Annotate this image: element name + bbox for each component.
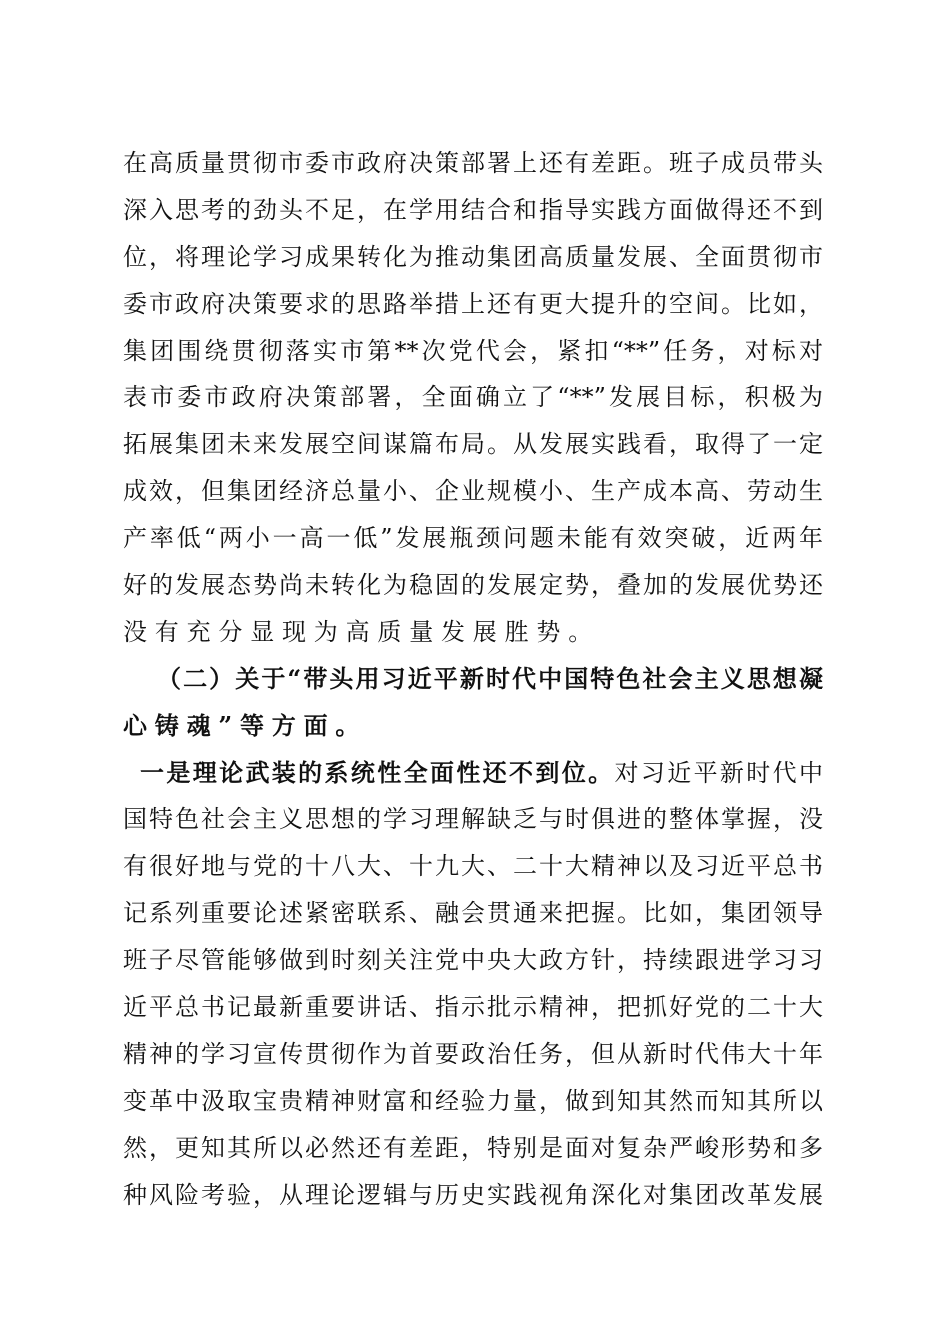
text-line: 没有充分显现为高质量发展胜势。 — [123, 617, 600, 646]
text-line: 委市政府决策要求的思路举措上还有更大提升的空间。比如， — [123, 289, 823, 318]
section-heading-2 — [123, 656, 823, 750]
text-line: 国特色社会主义思想的学习理解缺乏与时俱进的整体掌握，没 — [123, 805, 823, 834]
text-line: 好的发展态势尚未转化为稳固的发展定势，叠加的发展优势还 — [123, 571, 823, 600]
text-line: 种风险考验，从理论逻辑与历史实践视角深化对集团改革发展 — [123, 1180, 823, 1209]
text-line: 产率低“两小一高一低”发展瓶颈问题未能有效突破，近两年 — [123, 524, 823, 553]
heading-line: （二）关于“带头用习近平新时代中国特色社会主义思想凝 — [157, 663, 823, 693]
text-line: 深入思考的劲头不足，在学用结合和指导实践方面做得还不到 — [123, 195, 823, 224]
document-page — [123, 140, 823, 1218]
text-line: 班子尽管能够做到时刻关注党中央大政方针，持续跟进学习习 — [123, 946, 823, 975]
text-line — [123, 750, 823, 797]
paragraph-1 — [123, 140, 823, 656]
text-line: 变革中汲取宝贵精神财富和经验力量，做到知其然而知其所以 — [123, 1086, 823, 1115]
text-line: 精神的学习宣传贯彻作为首要政治任务，但从新时代伟大十年 — [123, 1039, 823, 1068]
text-line: 拓展集团未来发展空间谋篇布局。从发展实践看，取得了一定 — [123, 430, 823, 459]
text-line: 然，更知其所以必然还有差距，特别是面对复杂严峻形势和多 — [123, 1133, 823, 1162]
text-line: 表市委市政府决策部署，全面确立了“**”发展目标，积极为 — [123, 383, 823, 412]
text-line: 记系列重要论述紧密联系、融会贯通来把握。比如，集团领导 — [123, 899, 823, 928]
text-line: 近平总书记最新重要讲话、指示批示精神，把抓好党的二十大 — [123, 993, 823, 1022]
paragraph-2 — [123, 750, 823, 1219]
text-line: 成效，但集团经济总量小、企业规模小、生产成本高、劳动生 — [123, 477, 823, 506]
text-line: 有很好地与党的十八大、十九大、二十大精神以及习近平总书 — [123, 852, 823, 881]
text-span: 对习近平新时代中 — [614, 758, 823, 787]
text-line: 位，将理论学习成果转化为推动集团高质量发展、全面贯彻市 — [123, 242, 823, 271]
paragraph-lead: 一是理论武装的系统性全面性还不到位。 — [140, 757, 615, 787]
text-line: 集团围绕贯彻落实市第**次党代会，紧扣“**”任务，对标对 — [123, 336, 823, 365]
text-line: 在高质量贯彻市委市政府决策部署上还有差距。班子成员带头 — [123, 149, 823, 177]
heading-line: 心铸魂”等方面。 — [123, 710, 368, 740]
